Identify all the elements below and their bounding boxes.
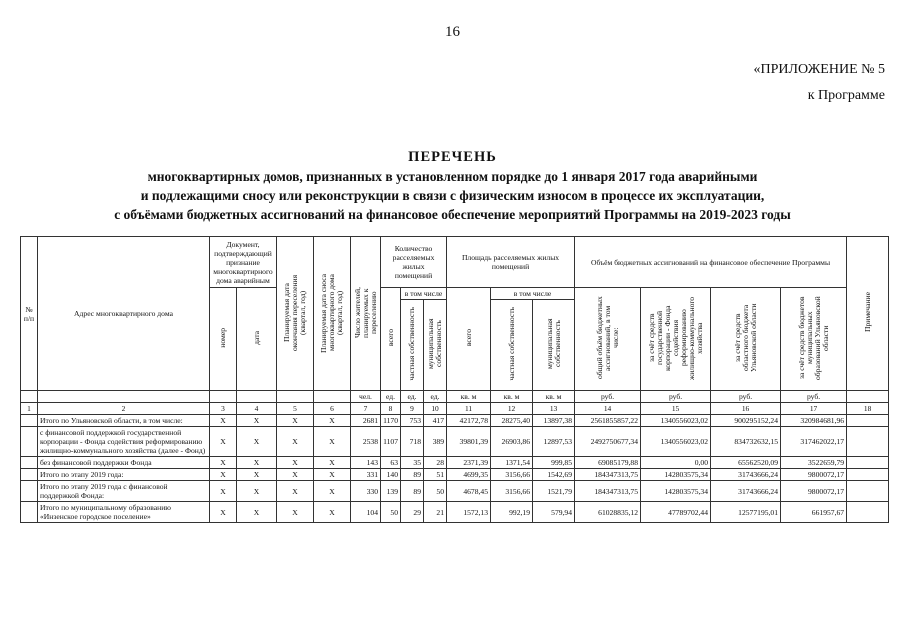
col-num: 2 (38, 403, 210, 415)
cell-b-total: 184347313,75 (575, 469, 641, 481)
cell-address: Итого по Ульяновской области, в том числе: (38, 415, 210, 427)
cell-address: Итого по этапу 2019 года с финансовой поддержкой Фонда: (38, 481, 210, 502)
cell-num (21, 469, 38, 481)
cell-doc-num: Х (210, 415, 237, 427)
cell-priv: 35 (401, 457, 424, 469)
cell-mun: 389 (424, 427, 447, 457)
cell-mun: 50 (424, 481, 447, 502)
col-num: 5 (277, 403, 314, 415)
cell-doc-num: Х (210, 481, 237, 502)
cell-b-reg: 834732632,15 (711, 427, 781, 457)
col-num: 12 (491, 403, 533, 415)
cell-residents: 104 (351, 502, 381, 523)
cell-reloc: Х (277, 427, 314, 457)
header-budget-total: общий объём бюджетных ассигнований, в том числе: (575, 288, 641, 391)
unit-cell: кв. м (491, 391, 533, 403)
cell-mun: 21 (424, 502, 447, 523)
cell-note (847, 502, 889, 523)
cell-rooms: 1170 (381, 415, 401, 427)
col-num: 13 (533, 403, 575, 415)
cell-doc-num: Х (210, 469, 237, 481)
cell-area-priv: 26903,86 (491, 427, 533, 457)
cell-priv: 29 (401, 502, 424, 523)
cell-priv: 718 (401, 427, 424, 457)
cell-b-loc: 317462022,17 (781, 427, 847, 457)
cell-area-mun: 12897,53 (533, 427, 575, 457)
cell-num (21, 427, 38, 457)
cell-priv: 753 (401, 415, 424, 427)
cell-address: Итого по этапу 2019 года: (38, 469, 210, 481)
cell-priv: 89 (401, 481, 424, 502)
cell-area-priv: 3156,66 (491, 481, 533, 502)
cell-area: 2371,39 (447, 457, 491, 469)
cell-note (847, 415, 889, 427)
cell-area-mun: 1521,79 (533, 481, 575, 502)
cell-residents: 2681 (351, 415, 381, 427)
cell-doc-date: Х (237, 427, 277, 457)
col-num: 18 (847, 403, 889, 415)
cell-area-priv: 1371,54 (491, 457, 533, 469)
cell-b-loc: 9800072,17 (781, 469, 847, 481)
cell-b-reg: 12577195,01 (711, 502, 781, 523)
cell-note (847, 469, 889, 481)
cell-demol: Х (314, 457, 351, 469)
table-row (21, 457, 889, 469)
unit-cell: ед. (381, 391, 401, 403)
cell-address: без финансовой поддержки Фонда (38, 457, 210, 469)
header-area: Площадь расселяемых жилых помещений (447, 237, 575, 288)
cell-demol: Х (314, 427, 351, 457)
cell-b-loc: 320984681,96 (781, 415, 847, 427)
cell-rooms: 1107 (381, 427, 401, 457)
col-num: 17 (781, 403, 847, 415)
col-num: 14 (575, 403, 641, 415)
col-num: 15 (641, 403, 711, 415)
page-number: 16 (445, 24, 460, 40)
header-address: Адрес многоквартирного дома (38, 237, 210, 391)
cell-area: 4678,45 (447, 481, 491, 502)
cell-num (21, 457, 38, 469)
header-budget-local: за счёт средств бюджетов муниципальных образований Ульяновской области (781, 288, 847, 391)
cell-b-fund: 142803575,34 (641, 469, 711, 481)
cell-area-mun: 1542,69 (533, 469, 575, 481)
unit-cell: ед. (401, 391, 424, 403)
cell-reloc: Х (277, 469, 314, 481)
unit-cell: кв. м (533, 391, 575, 403)
cell-b-reg: 900295152,24 (711, 415, 781, 427)
title-heading: ПЕРЕЧЕНЬ (408, 149, 497, 165)
cell-mun: 51 (424, 469, 447, 481)
cell-num (21, 502, 38, 523)
header-area-including: в том числе (491, 288, 575, 300)
header-budget: Объём бюджетных ассигнований на финансовое обеспечение Программы (575, 237, 847, 288)
cell-reloc: Х (277, 481, 314, 502)
cell-note (847, 427, 889, 457)
cell-b-reg: 31743666,24 (711, 469, 781, 481)
cell-rooms: 63 (381, 457, 401, 469)
table-row (21, 427, 889, 457)
cell-residents: 330 (351, 481, 381, 502)
header-area-municipal: муниципальная собственность (533, 300, 575, 391)
cell-b-loc: 661957,67 (781, 502, 847, 523)
appendix-line-1: «ПРИЛОЖЕНИЕ № 5 (753, 62, 885, 77)
header-doc-number: номер (210, 288, 237, 391)
cell-demol: Х (314, 481, 351, 502)
header-document: Документ, подтверждающий признание многоквартирного дома аварийным (210, 237, 277, 288)
header-note: Примечание (847, 237, 889, 391)
col-num: 6 (314, 403, 351, 415)
cell-b-loc: 9800072,17 (781, 481, 847, 502)
header-rooms-private: частная собственность (401, 300, 424, 391)
unit-cell: руб. (575, 391, 641, 403)
cell-num (21, 481, 38, 502)
col-num: 8 (381, 403, 401, 415)
cell-rooms: 50 (381, 502, 401, 523)
header-rooms-municipal: муниципальная собственность (424, 300, 447, 391)
table-row (21, 469, 889, 481)
cell-note (847, 481, 889, 502)
col-num: 1 (21, 403, 38, 415)
header-rooms-including: в том числе (401, 288, 447, 300)
cell-doc-date: Х (237, 469, 277, 481)
col-num: 9 (401, 403, 424, 415)
cell-b-total: 184347313,75 (575, 481, 641, 502)
header-planned-relocation: Планируемая дата окончания переселения (квартал, год) (277, 237, 314, 391)
cell-num (21, 415, 38, 427)
title-line-1: многоквартирных домов, признанных в установленном порядке до 1 января 2017 года аварийными (147, 169, 758, 184)
cell-rooms: 139 (381, 481, 401, 502)
cell-note (847, 457, 889, 469)
unit-cell: ед. (424, 391, 447, 403)
cell-b-fund: 1340556023,02 (641, 427, 711, 457)
col-num: 3 (210, 403, 237, 415)
cell-b-fund: 142803575,34 (641, 481, 711, 502)
cell-b-total: 2492750677,34 (575, 427, 641, 457)
cell-demol: Х (314, 469, 351, 481)
title-line-2: и подлежащими сносу или реконструкции в связи с физическим износом в процессе их эксплуатации, (140, 188, 765, 203)
cell-doc-date: Х (237, 415, 277, 427)
cell-reloc: Х (277, 502, 314, 523)
header-area-private: частная собственность (491, 300, 533, 391)
table-row (21, 481, 889, 502)
unit-cell: руб. (641, 391, 711, 403)
units-row (21, 391, 889, 403)
header-rooms-count: Количество расселяемых жилых помещений (381, 237, 447, 288)
unit-cell: чел. (351, 391, 381, 403)
header-rooms-total: всего (381, 288, 401, 391)
col-num: 11 (447, 403, 491, 415)
header-num: № п/п (21, 237, 38, 391)
cell-area-priv: 992,19 (491, 502, 533, 523)
cell-area-priv: 3156,66 (491, 469, 533, 481)
cell-b-fund: 0,00 (641, 457, 711, 469)
header-planned-demolition: Планируемая дата сноса многоквартирного дома (квартал, год) (314, 237, 351, 391)
appendix-label (754, 57, 886, 109)
cell-demol: Х (314, 502, 351, 523)
unit-cell: руб. (781, 391, 847, 403)
header-budget-regional: за счёт средств областного бюджета Ульяновской области (711, 288, 781, 391)
cell-b-total: 69085179,88 (575, 457, 641, 469)
cell-demol: Х (314, 415, 351, 427)
col-num: 10 (424, 403, 447, 415)
col-num: 16 (711, 403, 781, 415)
cell-area: 1572,13 (447, 502, 491, 523)
cell-b-total: 61028835,12 (575, 502, 641, 523)
cell-doc-date: Х (237, 457, 277, 469)
cell-mun: 417 (424, 415, 447, 427)
cell-doc-num: Х (210, 457, 237, 469)
col-num: 7 (351, 403, 381, 415)
unit-cell: руб. (711, 391, 781, 403)
cell-area: 39801,39 (447, 427, 491, 457)
cell-area-mun: 999,85 (533, 457, 575, 469)
cell-rooms: 140 (381, 469, 401, 481)
cell-address: Итого по муниципальному образованию «Инзенское городское поселение» (38, 502, 210, 523)
cell-b-reg: 31743666,24 (711, 481, 781, 502)
header-area-total: всего (447, 288, 491, 391)
cell-doc-date: Х (237, 502, 277, 523)
cell-doc-num: Х (210, 502, 237, 523)
cell-reloc: Х (277, 415, 314, 427)
col-num: 4 (237, 403, 277, 415)
cell-reloc: Х (277, 457, 314, 469)
table-row (21, 502, 889, 523)
cell-residents: 143 (351, 457, 381, 469)
header-budget-fund: за счёт средств государственной корпорации - Фонда содействия реформированию жилищно-коммунального хозяйства (641, 288, 711, 391)
cell-doc-date: Х (237, 481, 277, 502)
cell-residents: 2538 (351, 427, 381, 457)
cell-b-fund: 47789702,44 (641, 502, 711, 523)
cell-area-priv: 28275,40 (491, 415, 533, 427)
unit-cell: кв. м (447, 391, 491, 403)
cell-residents: 331 (351, 469, 381, 481)
cell-area: 42172,78 (447, 415, 491, 427)
header-residents: Число жителей, планируемых к переселению (351, 237, 381, 391)
cell-b-reg: 65562520,09 (711, 457, 781, 469)
cell-area: 4699,35 (447, 469, 491, 481)
cell-b-fund: 1340556023,02 (641, 415, 711, 427)
cell-address: с финансовой поддержкой государственной корпорации - Фонда содействия реформированию жилищно-коммунального хозяйства (далее - Фонд) (38, 427, 210, 457)
cell-doc-num: Х (210, 427, 237, 457)
header-doc-date: дата (237, 288, 277, 391)
cell-b-loc: 3522659,79 (781, 457, 847, 469)
cell-area-mun: 13897,38 (533, 415, 575, 427)
document-title (0, 148, 905, 224)
table-row (21, 415, 889, 427)
cell-area-mun: 579,94 (533, 502, 575, 523)
column-numbers-row (21, 403, 889, 415)
cell-priv: 89 (401, 469, 424, 481)
cell-mun: 28 (424, 457, 447, 469)
title-line-3: с объёмами бюджетных ассигнований на финансовое обеспечение мероприятий Программы на 2019-2023 годы (114, 207, 791, 222)
relocation-table (20, 236, 889, 523)
appendix-line-2: к Программе (807, 88, 885, 103)
cell-b-total: 2561855857,22 (575, 415, 641, 427)
